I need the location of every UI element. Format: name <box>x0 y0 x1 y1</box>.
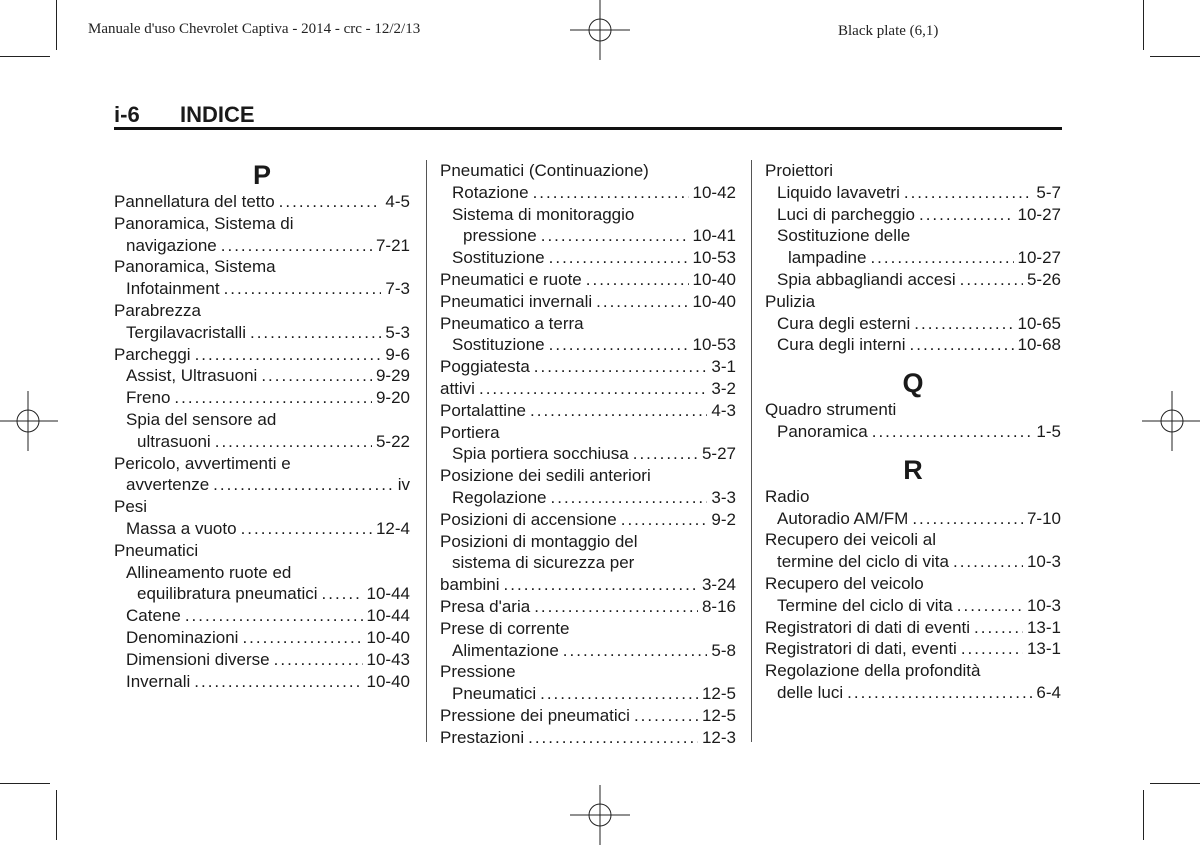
index-page-ref: 9-2 <box>711 509 736 529</box>
index-entry <box>765 182 1061 204</box>
index-page-ref: 3-2 <box>711 378 736 398</box>
index-entry-text: Pressione <box>440 662 516 682</box>
index-entry-text: equilibratura pneumatici <box>137 584 318 604</box>
page-number: i-6 <box>114 102 140 127</box>
index-page-ref: 10-3 <box>1026 552 1061 572</box>
index-entry <box>765 313 1061 335</box>
index-page-ref: 5-22 <box>375 431 410 451</box>
index-entry <box>114 671 410 693</box>
index-entry <box>440 727 736 749</box>
index-entry <box>765 573 1061 595</box>
dot-leader <box>872 421 1033 443</box>
index-page-ref: 7-3 <box>385 279 410 299</box>
index-entry <box>440 247 736 269</box>
index-entry-text: Spia del sensore ad <box>126 409 277 429</box>
index-entry-text: Pesi <box>114 497 148 517</box>
dot-leader <box>847 682 1032 704</box>
index-entry <box>765 551 1061 573</box>
index-entry <box>114 235 410 257</box>
index-entry <box>765 204 1061 226</box>
dot-leader <box>504 574 698 596</box>
dot-leader <box>551 487 708 509</box>
dot-leader <box>870 247 1013 269</box>
index-entry <box>765 334 1061 356</box>
index-entry-text: Sostituzione <box>452 248 545 268</box>
index-entry-text: Denominazioni <box>126 627 239 647</box>
index-page-ref: 10-27 <box>1017 204 1061 224</box>
index-entry <box>440 683 736 705</box>
index-column <box>440 160 736 749</box>
index-page-ref: 12-3 <box>701 727 736 747</box>
index-entry <box>440 487 736 509</box>
index-entry-text: lampadine <box>788 248 867 268</box>
registration-mark-icon <box>570 785 630 845</box>
index-page-ref: 4-5 <box>385 192 410 211</box>
dot-leader <box>563 640 708 662</box>
dot-leader <box>534 596 698 618</box>
index-page-ref: 9-29 <box>375 366 410 386</box>
index-page-ref: 5-3 <box>385 322 410 342</box>
index-entry-text: pressione <box>463 226 537 246</box>
dot-leader <box>904 182 1033 204</box>
index-entry-text: ultrasuoni <box>137 431 211 451</box>
index-entry-text: Spia abbagliandi accesi <box>777 269 956 289</box>
index-entry <box>114 627 410 649</box>
index-entry <box>114 278 410 300</box>
dot-leader <box>910 334 1014 356</box>
dot-leader <box>185 605 363 627</box>
index-entry <box>440 640 736 662</box>
index-entry-text: Prestazioni <box>440 727 525 747</box>
index-entry <box>440 443 736 465</box>
index-entry-text: navigazione <box>126 235 217 255</box>
index-entry <box>114 344 410 366</box>
dot-leader <box>586 269 689 291</box>
dot-leader <box>213 474 394 496</box>
dot-leader <box>912 508 1023 530</box>
registration-mark-icon <box>1142 391 1200 451</box>
dot-leader <box>530 400 707 422</box>
index-entry <box>440 552 736 574</box>
index-entry-text: Pneumatici e ruote <box>440 269 582 289</box>
dot-leader <box>960 269 1023 291</box>
index-entry <box>114 605 410 627</box>
index-page-ref: 6-4 <box>1036 682 1061 702</box>
index-letter-heading: R <box>903 454 923 485</box>
index-entry <box>765 508 1061 530</box>
index-entry <box>440 182 736 204</box>
index-entry-text: Pneumatici invernali <box>440 291 593 311</box>
dot-leader <box>250 322 381 344</box>
index-entry-text: Luci di parcheggio <box>777 204 915 224</box>
index-page-ref: 9-6 <box>385 344 410 364</box>
index-entry <box>765 682 1061 704</box>
index-entry-text: Panoramica, Sistema <box>114 257 276 277</box>
index-page-ref: 3-24 <box>701 575 736 595</box>
dot-leader <box>533 182 689 204</box>
index-entry-text: Pericolo, avvertimenti e <box>114 453 291 473</box>
dot-leader <box>534 356 708 378</box>
index-page-ref: 7-21 <box>375 235 410 255</box>
index-entry <box>765 225 1061 247</box>
dot-leader <box>261 365 372 387</box>
index-entry-text: sistema di sicurezza per <box>452 553 635 573</box>
index-entry <box>114 431 410 453</box>
index-entry-text: Parabrezza <box>114 300 201 320</box>
index-entry <box>440 356 736 378</box>
dot-leader <box>224 278 382 300</box>
index-entry <box>440 269 736 291</box>
index-entry <box>440 661 736 683</box>
index-entry <box>765 660 1061 682</box>
index-entry-text: Pneumatici (Continuazione) <box>440 161 649 180</box>
dot-leader <box>953 551 1023 573</box>
dot-leader <box>528 727 698 749</box>
index-page-ref: 4-3 <box>711 400 736 420</box>
index-page-ref: 9-20 <box>375 388 410 408</box>
index-entry-text: attivi <box>440 378 475 398</box>
crop-mark <box>0 783 50 784</box>
dot-leader <box>914 313 1013 335</box>
print-header-right: Black plate (6,1) <box>838 23 939 39</box>
crop-mark <box>1150 783 1200 784</box>
index-entry-text: Panoramica <box>777 421 868 441</box>
dot-leader <box>621 509 708 531</box>
index-entry-text: Proiettori <box>765 161 834 180</box>
index-page-ref: 12-5 <box>701 705 736 725</box>
index-page-ref: 5-7 <box>1036 182 1061 202</box>
index-entry-text: Pannellatura del tetto <box>114 192 275 211</box>
index-page-ref: 5-26 <box>1026 269 1061 289</box>
index-entry <box>765 269 1061 291</box>
index-entry <box>114 583 410 605</box>
dot-leader <box>957 595 1023 617</box>
index-entry <box>114 213 410 235</box>
crop-mark <box>56 0 57 50</box>
crop-mark <box>1150 56 1200 57</box>
index-page-ref: 13-1 <box>1026 639 1061 659</box>
crop-mark <box>0 56 50 57</box>
index-entry-text: Massa a vuoto <box>126 518 237 538</box>
index-entry <box>440 225 736 247</box>
index-letter-heading: Q <box>902 368 924 399</box>
index-entry <box>114 540 410 562</box>
index-entry <box>114 562 410 584</box>
registration-mark-icon <box>0 391 58 451</box>
index-entry <box>114 300 410 322</box>
index-entry-text: bambini <box>440 575 500 595</box>
index-page-ref: 10-65 <box>1017 313 1061 333</box>
column-divider <box>426 160 427 742</box>
index-entry <box>765 160 1061 182</box>
index-page-ref: 10-40 <box>692 269 736 289</box>
index-entry-text: Catene <box>126 606 181 626</box>
index-entry-text: Registratori di dati, eventi <box>765 639 957 659</box>
dot-leader <box>174 387 372 409</box>
index-page-ref: 10-3 <box>1026 595 1061 615</box>
index-page-ref: 12-5 <box>701 684 736 704</box>
index-entry-text: avvertenze <box>126 475 210 495</box>
index-entry-text: Dimensioni diverse <box>126 649 270 669</box>
index-entry-text: Pneumatici <box>114 540 199 560</box>
index-entry <box>765 529 1061 551</box>
index-page-ref: 10-53 <box>692 335 736 355</box>
index-entry <box>440 378 736 400</box>
dot-leader <box>596 291 688 313</box>
index-entry <box>440 334 736 356</box>
index-entry-text: Allineamento ruote ed <box>126 562 292 582</box>
index-entry-text: Regolazione <box>452 487 547 507</box>
dot-leader <box>194 671 362 693</box>
index-entry-text: Regolazione della profondità <box>765 661 981 681</box>
crop-mark <box>56 790 57 840</box>
index-page-ref: 13-1 <box>1026 617 1061 637</box>
index-entry-text: Presa d'aria <box>440 596 531 616</box>
index-entry <box>114 322 410 344</box>
index-entry-text: Pressione dei pneumatici <box>440 705 630 725</box>
index-page-ref: 1-5 <box>1036 421 1061 441</box>
index-entry <box>114 453 410 475</box>
index-page-ref: 5-8 <box>711 640 736 660</box>
dot-leader <box>549 334 689 356</box>
dot-leader <box>961 638 1023 660</box>
dot-leader <box>919 204 1014 226</box>
index-entry-text: Assist, Ultrasuoni <box>126 366 258 386</box>
dot-leader <box>634 705 698 727</box>
index-entry <box>114 256 410 278</box>
index-page-ref: 7-10 <box>1026 508 1061 528</box>
index-entry <box>440 204 736 226</box>
index-entry <box>440 574 736 596</box>
index-letter-heading: P <box>252 160 271 190</box>
index-entry-text: Infotainment <box>126 279 220 299</box>
index-entry-text: Recupero dei veicoli al <box>765 530 937 550</box>
index-entry-text: Quadro strumenti <box>765 400 897 420</box>
index-entry-text: Autoradio AM/FM <box>777 508 909 528</box>
print-header-left: Manuale d'uso Chevrolet Captiva - 2014 - crc - 12/2/13 <box>88 21 421 37</box>
header-rule <box>114 127 1062 130</box>
index-entry <box>114 365 410 387</box>
index-entry <box>765 291 1061 313</box>
index-entry-text: delle luci <box>777 682 844 702</box>
index-page-ref: 10-40 <box>366 671 410 691</box>
column-divider <box>751 160 752 742</box>
index-page-ref: 8-16 <box>701 596 736 616</box>
index-entry <box>765 617 1061 639</box>
index-entry-text: Spia portiera socchiusa <box>452 444 629 464</box>
index-entry-text: Sostituzione delle <box>777 226 911 246</box>
index-entry <box>440 400 736 422</box>
crop-mark <box>1143 0 1144 50</box>
dot-leader <box>195 344 382 366</box>
index-entry-text: Posizione dei sedili anteriori <box>440 466 651 486</box>
index-entry-text: Tergilavacristalli <box>126 322 246 342</box>
index-page-ref: 10-68 <box>1017 335 1061 355</box>
index-entry-text: Radio <box>765 486 810 506</box>
index-entry-text: Invernali <box>126 671 191 691</box>
index-entry-text: Prese di corrente <box>440 618 570 638</box>
index-entry <box>440 291 736 313</box>
index-entry-text: Pneumatici <box>452 684 537 704</box>
index-entry <box>440 596 736 618</box>
index-entry-text: Registratori di dati di eventi <box>765 617 971 637</box>
dot-leader <box>540 683 698 705</box>
index-entry-text: Pneumatico a terra <box>440 313 584 333</box>
index-entry-text: Pulizia <box>765 291 816 311</box>
index-entry-text: Panoramica, Sistema di <box>114 213 294 233</box>
index-entry <box>765 595 1061 617</box>
index-page-ref: 10-44 <box>366 584 410 604</box>
index-entry <box>114 474 410 496</box>
index-entry-text: Cura degli esterni <box>777 313 911 333</box>
index-entry <box>114 191 410 213</box>
index-entry-text: Liquido lavavetri <box>777 182 900 202</box>
index-entry <box>440 618 736 640</box>
index-entry <box>765 638 1061 660</box>
index-page-ref: 10-40 <box>692 291 736 311</box>
index-entry <box>114 387 410 409</box>
index-column <box>114 160 410 692</box>
section-title: INDICE <box>180 102 255 127</box>
dot-leader <box>274 649 363 671</box>
index-entry-text: Poggiatesta <box>440 357 530 377</box>
index-page-ref: 3-3 <box>711 487 736 507</box>
index-page-ref: 10-41 <box>692 226 736 246</box>
index-page-ref: 12-4 <box>375 518 410 538</box>
index-entry <box>440 313 736 335</box>
dot-leader <box>549 247 689 269</box>
dot-leader <box>241 518 372 540</box>
dot-leader <box>221 235 372 257</box>
index-entry-text: Alimentazione <box>452 640 559 660</box>
index-entry-text: Recupero del veicolo <box>765 573 924 593</box>
index-entry-text: Cura degli interni <box>777 335 906 355</box>
index-page-ref: 3-1 <box>711 357 736 377</box>
dot-leader <box>279 191 382 213</box>
dot-leader <box>974 617 1023 639</box>
index-page-ref: 10-42 <box>692 182 736 202</box>
index-page-ref: 10-43 <box>366 649 410 669</box>
index-entry <box>765 247 1061 269</box>
index-entry <box>114 518 410 540</box>
index-entry-text: Parcheggi <box>114 344 191 364</box>
index-entry-text: Sostituzione <box>452 335 545 355</box>
index-entry-text: Posizioni di accensione <box>440 509 617 529</box>
index-entry-text: Portiera <box>440 422 500 442</box>
index-page-ref: 10-40 <box>366 627 410 647</box>
index-entry <box>440 705 736 727</box>
index-entry-text: Rotazione <box>452 182 529 202</box>
index-entry-text: Termine del ciclo di vita <box>777 595 953 615</box>
registration-mark-icon <box>570 0 630 60</box>
index-entry <box>765 399 1061 421</box>
dot-leader <box>215 431 372 453</box>
index-entry <box>114 496 410 518</box>
dot-leader <box>322 583 363 605</box>
index-entry-text: Posizioni di montaggio del <box>440 531 638 551</box>
index-entry <box>440 422 736 444</box>
dot-leader <box>242 627 362 649</box>
dot-leader <box>633 443 698 465</box>
index-page-ref: 10-44 <box>366 606 410 626</box>
index-page-ref: 10-27 <box>1017 248 1061 268</box>
index-page-ref: iv <box>397 475 410 495</box>
crop-mark <box>1143 790 1144 840</box>
index-entry-text: Portalattine <box>440 400 526 420</box>
index-entry <box>440 509 736 531</box>
index-entry-text: Freno <box>126 388 171 408</box>
index-entry <box>440 531 736 553</box>
index-entry <box>765 486 1061 508</box>
index-entry <box>440 465 736 487</box>
index-entry <box>114 649 410 671</box>
index-entry-text: Sistema di monitoraggio <box>452 204 635 224</box>
dot-leader <box>541 225 689 247</box>
index-page-ref: 5-27 <box>701 444 736 464</box>
index-entry <box>440 160 736 182</box>
index-entry-text: termine del ciclo di vita <box>777 552 949 572</box>
index-entry <box>765 421 1061 443</box>
dot-leader <box>479 378 707 400</box>
index-entry <box>114 409 410 431</box>
index-column <box>765 160 1061 704</box>
index-page-ref: 10-53 <box>692 248 736 268</box>
